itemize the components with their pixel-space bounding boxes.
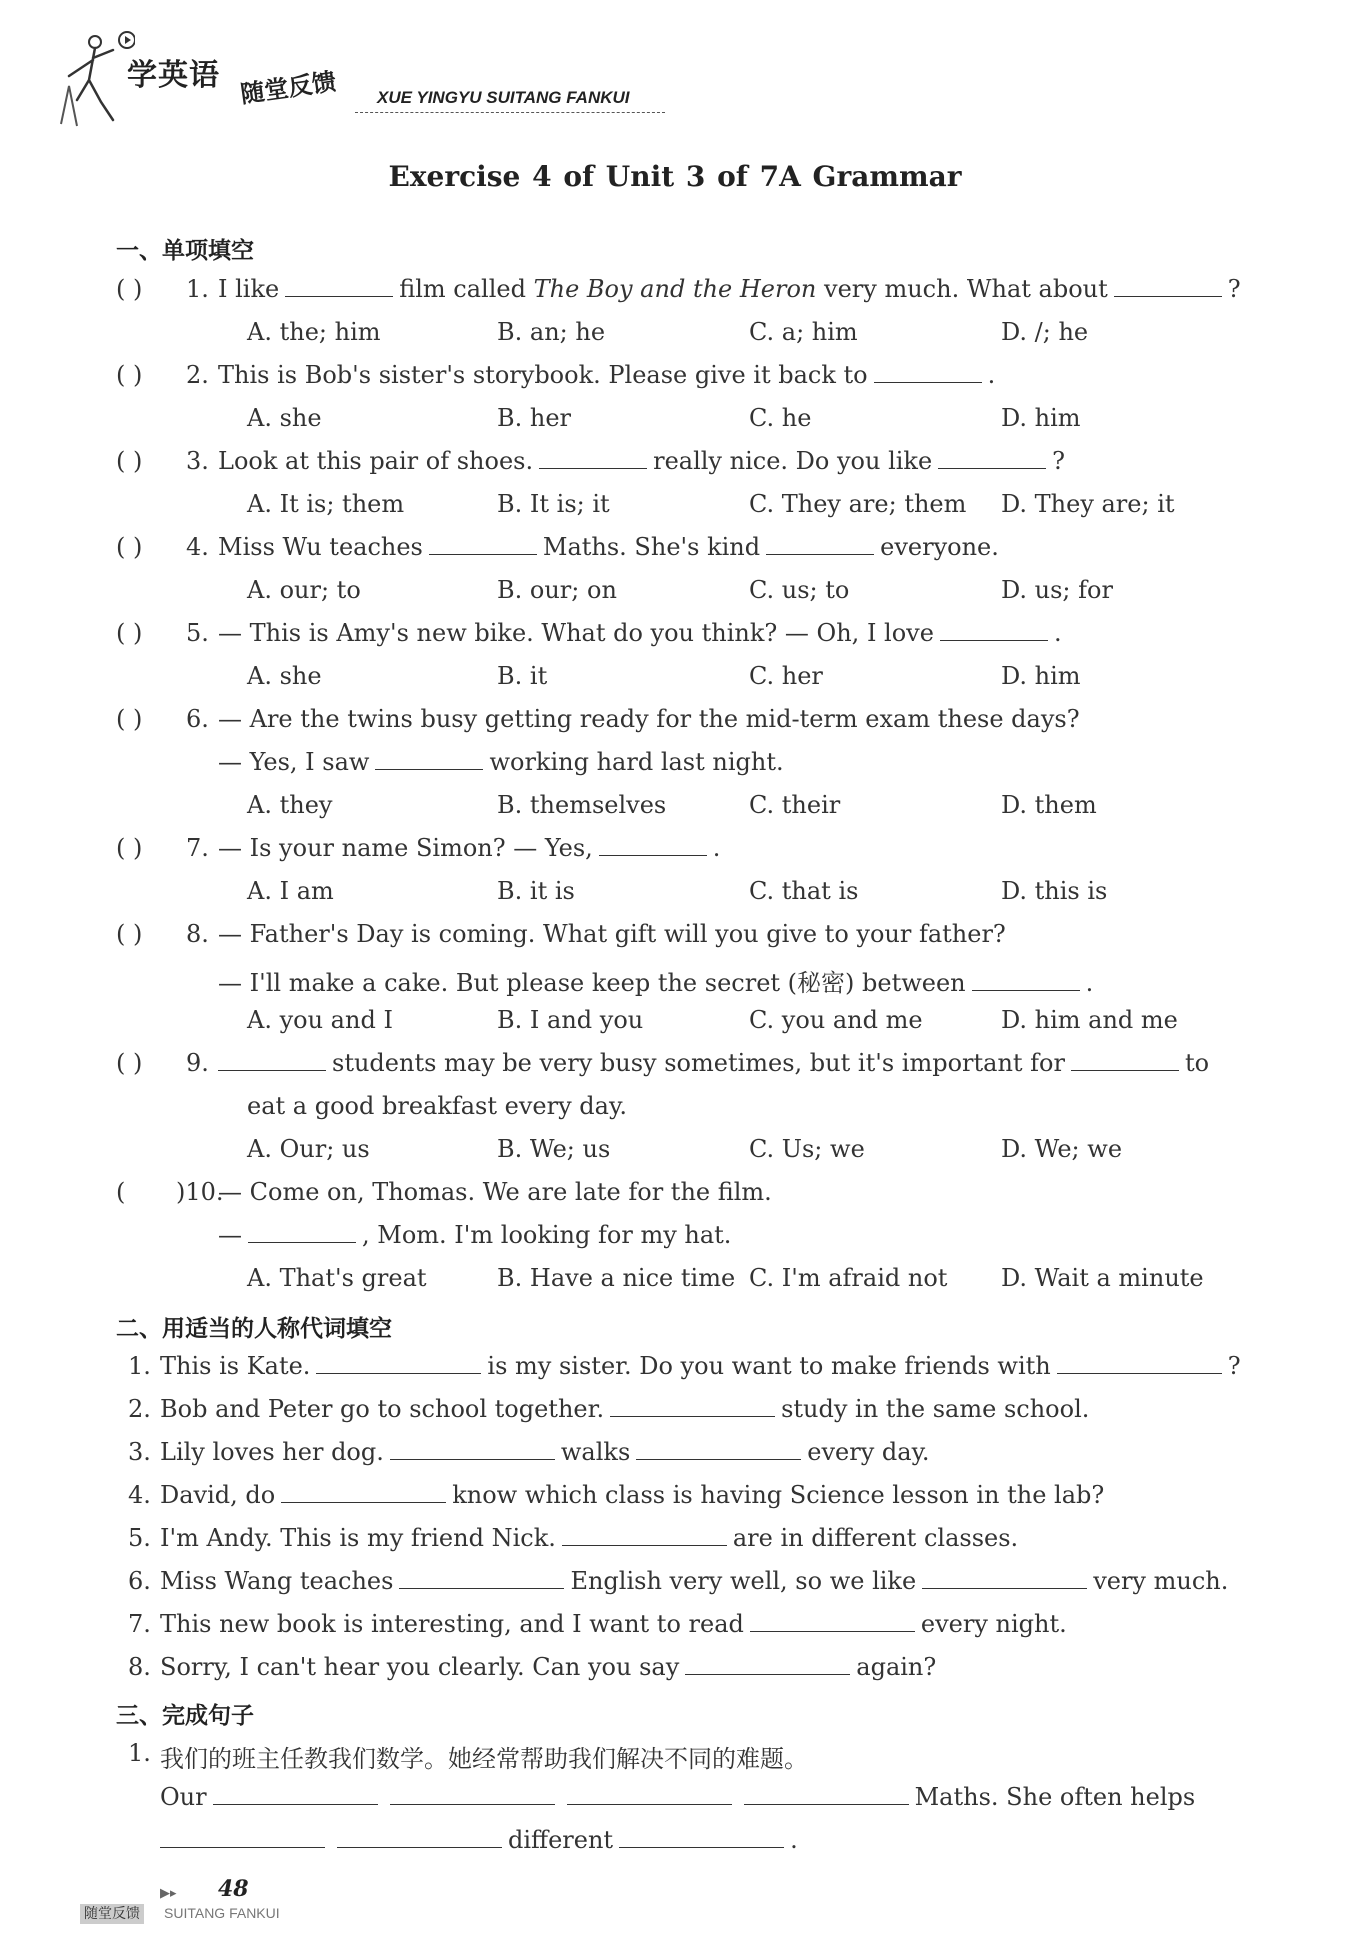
option-a[interactable]: A. the; him [247, 318, 381, 346]
section-heading-3: 三、完成句子 [116, 1703, 254, 1729]
question-number: 1. [186, 275, 209, 303]
option-b[interactable]: B. themselves [497, 791, 667, 819]
option-b[interactable]: B. it [497, 662, 548, 690]
option-c[interactable]: C. a; him [749, 318, 858, 346]
question-number: 5. [186, 619, 209, 647]
question-10-reply: — , Mom. I'm looking for my hat. [218, 1221, 732, 1249]
chinese-prompt: 我们的班主任教我们数学。她经常帮助我们解决不同的难题。 [160, 1745, 808, 1773]
option-b[interactable]: B. our; on [497, 576, 617, 604]
question-number: )10. [176, 1178, 224, 1206]
option-b[interactable]: B. her [497, 404, 572, 432]
blank[interactable] [567, 1784, 732, 1805]
option-a[interactable]: A. she [247, 662, 322, 690]
answer-paren[interactable]: ( [116, 1178, 126, 1206]
fill-item-7: This new book is interesting, and I want to read every night. [160, 1610, 1067, 1638]
question-9: students may be very busy sometimes, but it's important for to [218, 1049, 1209, 1077]
option-c[interactable]: C. I'm afraid not [749, 1264, 948, 1292]
option-d[interactable]: D. him [1001, 662, 1081, 690]
fill-item-2: Bob and Peter go to school together. study in the same school. [160, 1395, 1090, 1423]
fill-item-1: This is Kate. is my sister. Do you want to make friends with ? [160, 1352, 1241, 1380]
option-d[interactable]: D. They are; it [1001, 490, 1175, 518]
item-number: 1. [128, 1352, 151, 1380]
option-d[interactable]: D. them [1001, 791, 1097, 819]
footer-arrow-icon: ▶▸ [160, 1886, 177, 1901]
question-number: 9. [186, 1049, 209, 1077]
option-b[interactable]: B. an; he [497, 318, 606, 346]
option-a[interactable]: A. It is; them [247, 490, 405, 518]
blank[interactable] [610, 1396, 775, 1417]
blank[interactable] [599, 835, 707, 856]
item-number: 8. [128, 1653, 151, 1681]
option-a[interactable]: A. That's great [247, 1264, 427, 1292]
option-c[interactable]: C. their [749, 791, 841, 819]
blank[interactable] [766, 534, 874, 555]
question-8-reply: — I'll make a cake. But please keep the secret (秘密) between . [218, 969, 1094, 997]
blank[interactable] [399, 1568, 564, 1589]
student-figure-icon [55, 28, 135, 128]
page-number: 48 [218, 1876, 249, 1902]
blank[interactable] [619, 1827, 784, 1848]
brand-english: XUE YINGYU SUITANG FANKUI [377, 88, 630, 107]
answer-paren[interactable]: ( ) [116, 361, 143, 389]
blank[interactable] [429, 534, 537, 555]
option-b[interactable]: B. We; us [497, 1135, 611, 1163]
question-3: Look at this pair of shoes. really nice. Do you like ? [218, 447, 1066, 475]
blank[interactable] [874, 362, 982, 383]
blank[interactable] [938, 448, 1046, 469]
blank[interactable] [1114, 276, 1222, 297]
translation-line-1: Our Maths. She often helps [160, 1783, 1196, 1811]
option-d[interactable]: D. this is [1001, 877, 1108, 905]
footer-brand-en: SUITANG FANKUI [164, 1905, 280, 1921]
blank[interactable] [375, 749, 483, 770]
item-number: 3. [128, 1438, 151, 1466]
option-d[interactable]: D. /; he [1001, 318, 1089, 346]
question-number: 8. [186, 920, 209, 948]
translation-line-2: different . [160, 1826, 798, 1854]
item-number: 7. [128, 1610, 151, 1638]
fill-item-4: David, do know which class is having Science lesson in the lab? [160, 1481, 1105, 1509]
blank[interactable] [1057, 1353, 1222, 1374]
blank[interactable] [539, 448, 647, 469]
question-number: 2. [186, 361, 209, 389]
page-title: Exercise 4 of Unit 3 of 7A Grammar [388, 160, 962, 193]
blank[interactable] [940, 620, 1048, 641]
answer-paren[interactable]: ( ) [116, 834, 143, 862]
option-d[interactable]: D. him [1001, 404, 1081, 432]
answer-paren[interactable]: ( ) [116, 705, 143, 733]
option-b[interactable]: B. Have a nice time [497, 1264, 736, 1292]
question-6-reply: — Yes, I saw working hard last night. [218, 748, 784, 776]
blank[interactable] [285, 276, 393, 297]
question-10: — Come on, Thomas. We are late for the film. [218, 1178, 772, 1206]
blank[interactable] [390, 1439, 555, 1460]
blank[interactable] [750, 1611, 915, 1632]
option-d[interactable]: D. We; we [1001, 1135, 1123, 1163]
option-c[interactable]: C. her [749, 662, 823, 690]
question-number: 6. [186, 705, 209, 733]
answer-paren[interactable]: ( ) [116, 1049, 143, 1077]
answer-paren[interactable]: ( ) [116, 619, 143, 647]
question-number: 4. [186, 533, 209, 561]
option-a[interactable]: A. you and I [247, 1006, 393, 1034]
item-number: 5. [128, 1524, 151, 1552]
option-a[interactable]: A. she [247, 404, 322, 432]
option-c[interactable]: C. Us; we [749, 1135, 865, 1163]
answer-paren[interactable]: ( ) [116, 447, 143, 475]
brand-chinese: 学英语 [127, 58, 220, 93]
blank[interactable] [281, 1482, 446, 1503]
header [55, 28, 675, 133]
option-c[interactable]: C. us; to [749, 576, 850, 604]
blank[interactable] [218, 1050, 326, 1071]
question-number: 3. [186, 447, 209, 475]
option-b[interactable]: B. It is; it [497, 490, 610, 518]
fill-item-3: Lily loves her dog. walks every day. [160, 1438, 930, 1466]
blank[interactable] [922, 1568, 1087, 1589]
fill-item-6: Miss Wang teaches English very well, so we like very much. [160, 1567, 1229, 1595]
section-heading-2: 二、用适当的人称代词填空 [116, 1316, 392, 1342]
option-c[interactable]: C. They are; them [749, 490, 967, 518]
option-c[interactable]: C. he [749, 404, 812, 432]
fill-item-8: Sorry, I can't hear you clearly. Can you say again? [160, 1653, 937, 1681]
question-7: — Is your name Simon? — Yes, . [218, 834, 721, 862]
footer-brand-cn: 随堂反馈 [80, 1904, 144, 1924]
option-d[interactable]: D. us; for [1001, 576, 1113, 604]
blank[interactable] [316, 1353, 481, 1374]
blank[interactable] [562, 1525, 727, 1546]
option-b[interactable]: B. I and you [497, 1006, 644, 1034]
blank[interactable] [744, 1784, 909, 1805]
question-8: — Father's Day is coming. What gift will you give to your father? [218, 920, 1006, 948]
answer-paren[interactable]: ( ) [116, 533, 143, 561]
option-a[interactable]: A. our; to [247, 576, 361, 604]
blank[interactable] [337, 1827, 502, 1848]
question-2: This is Bob's sister's storybook. Please give it back to . [218, 361, 996, 389]
header-divider [355, 112, 665, 113]
blank[interactable] [390, 1784, 555, 1805]
question-1: I like film called The Boy and the Heron very much. What about ? [218, 275, 1241, 303]
blank[interactable] [213, 1784, 378, 1805]
item-number: 4. [128, 1481, 151, 1509]
question-9-cont: eat a good breakfast every day. [247, 1092, 627, 1120]
item-number: 6. [128, 1567, 151, 1595]
item-number: 1. [128, 1739, 151, 1767]
question-5: — This is Amy's new bike. What do you think? — Oh, I love . [218, 619, 1062, 647]
blank[interactable] [972, 970, 1080, 991]
blank[interactable] [160, 1827, 325, 1848]
brand-chinese-sub: 随堂反馈 [238, 67, 338, 109]
option-a[interactable]: A. they [247, 791, 333, 819]
item-number: 2. [128, 1395, 151, 1423]
blank[interactable] [685, 1654, 850, 1675]
option-a[interactable]: A. Our; us [247, 1135, 370, 1163]
question-4: Miss Wu teaches Maths. She's kind everyone. [218, 533, 999, 561]
question-number: 7. [186, 834, 209, 862]
blank[interactable] [1071, 1050, 1179, 1071]
section-heading-1: 一、单项填空 [116, 238, 254, 264]
option-c[interactable]: C. you and me [749, 1006, 923, 1034]
answer-paren[interactable]: ( ) [116, 275, 143, 303]
option-b[interactable]: B. it is [497, 877, 575, 905]
blank[interactable] [636, 1439, 801, 1460]
answer-paren[interactable]: ( ) [116, 920, 143, 948]
option-a[interactable]: A. I am [247, 877, 334, 905]
blank[interactable] [248, 1222, 356, 1243]
fill-item-5: I'm Andy. This is my friend Nick. are in different classes. [160, 1524, 1019, 1552]
option-d[interactable]: D. Wait a minute [1001, 1264, 1204, 1292]
option-d[interactable]: D. him and me [1001, 1006, 1178, 1034]
question-6: — Are the twins busy getting ready for the mid-term exam these days? [218, 705, 1080, 733]
option-c[interactable]: C. that is [749, 877, 859, 905]
